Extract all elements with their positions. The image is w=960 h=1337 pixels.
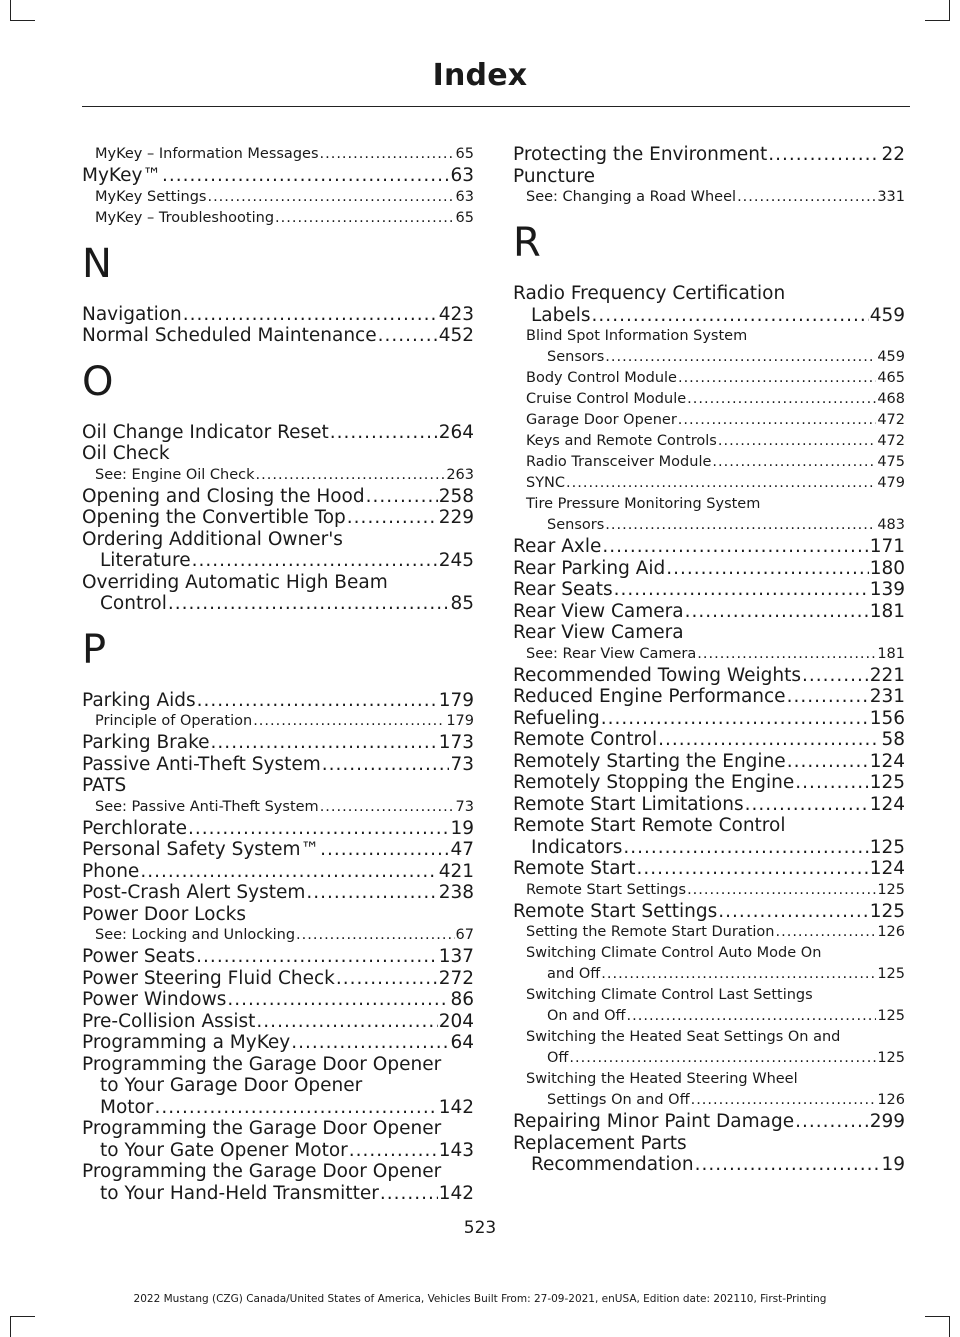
crop-mark-bottom-right [925,1316,950,1337]
page-title: Index [432,58,528,93]
crop-mark-bottom-left [10,1316,35,1337]
index-heading: Oil Check [82,443,170,464]
index-entry: Rear Axle ..... 171 [513,536,905,558]
index-entry: Power Seats ..... 137 [82,946,474,968]
index-entry: Sensors ..... 483 [513,515,905,536]
index-entry: Personal Safety System™ ..... 47 [82,839,474,861]
index-entry: Opening and Closing the Hood ..... 258 [82,486,474,508]
index-entry: Labels ..... 459 [513,305,905,327]
index-entry: On and Off ..... 125 [513,1006,905,1027]
index-entry: See: Rear View Camera ..... 181 [513,644,905,665]
index-entry: Recommendation ..... 19 [513,1154,905,1176]
index-entry: Principle of Operation ..... 179 [82,711,474,732]
index-subheading: Tire Pressure Monitoring System [526,496,761,512]
index-entry: Cruise Control Module ..... 468 [513,389,905,410]
index-entry: Repairing Minor Paint Damage ..... 299 [513,1111,905,1133]
index-entry: MyKey Settings ..... 63 [82,187,474,208]
index-entry: Remotely Stopping the Engine ..... 125 [513,772,905,794]
footer-edition-text: 2022 Mustang (CZG) Canada/United States of America, Vehicles Built From: 27-09-2021, enUSA, Edition date: 202110, First-Printing [133,1293,827,1305]
index-entry: Perchlorate ..... 19 [82,818,474,840]
index-entry: MyKey™ ..... 63 [82,165,474,187]
index-entry: Power Windows ..... 86 [82,989,474,1011]
index-entry: Setting the Remote Start Duration ..... 126 [513,922,905,943]
index-heading: Programming the Garage Door Opener [82,1161,442,1182]
index-heading: Power Door Locks [82,903,247,925]
index-entry: Keys and Remote Controls ..... 472 [513,431,905,452]
index-subheading: Switching Climate Control Last Settings [526,987,813,1003]
index-entry: See: Changing a Road Wheel ..... 331 [513,187,905,208]
index-entry: See: Engine Oil Check ..... 263 [82,465,474,486]
index-entry: Motor ..... 142 [82,1097,474,1119]
index-entry: Sensors ..... 459 [513,347,905,368]
section-letter-p: P [82,626,107,673]
index-entry: Control ..... 85 [82,593,474,615]
index-heading: Radio Frequency Certification [513,283,786,304]
index-entry: Phone ..... 421 [82,861,474,883]
index-entry: MyKey – Information Messages ..... 65 [82,144,474,165]
index-entry: Passive Anti-Theft System ..... 73 [82,754,474,776]
index-entry: Post-Crash Alert System ..... 238 [82,882,474,904]
title-divider [82,106,910,107]
index-subheading: Blind Spot Information System [526,328,748,344]
index-entry: Radio Transceiver Module ..... 475 [513,452,905,473]
index-entry: Literature ..... 245 [82,550,474,572]
index-entry: Parking Aids ..... 179 [82,690,474,712]
index-heading: Overriding Automatic High Beam [82,571,388,593]
index-entry: Rear View Camera ..... 181 [513,601,905,623]
index-entry: Parking Brake ..... 173 [82,732,474,754]
index-subheading: Switching the Heated Seat Settings On and [526,1029,841,1045]
index-entry: to Your Gate Opener Motor ..... 143 [82,1140,474,1162]
index-heading: Programming the Garage Door Opener [82,1118,442,1139]
index-entry: Opening the Convertible Top ..... 229 [82,507,474,529]
crop-mark-top-left [10,0,35,21]
index-entry: Power Steering Fluid Check ..... 272 [82,968,474,990]
index-entry: Pre-Collision Assist ..... 204 [82,1011,474,1033]
index-heading-continued: to Your Garage Door Opener [100,1075,363,1096]
index-entry: Garage Door Opener ..... 472 [513,410,905,431]
index-entry: to Your Hand-Held Transmitter ..... 142 [82,1183,474,1205]
index-entry: Navigation ..... 423 [82,304,474,326]
index-entry: Settings On and Off ..... 126 [513,1090,905,1111]
index-heading: Ordering Additional Owner's [82,528,343,550]
index-entry: and Off ..... 125 [513,964,905,985]
index-column-right [513,144,905,1176]
index-heading: Rear View Camera [513,622,684,643]
index-entry: Rear Seats ..... 139 [513,579,905,601]
index-heading: Replacement Parts [513,1132,687,1154]
index-entry: Oil Change Indicator Reset ..... 264 [82,422,474,444]
index-subheading: Switching Climate Control Auto Mode On [526,945,822,961]
section-letter-r: R [513,220,541,266]
index-entry: Reduced Engine Performance ..... 231 [513,686,905,708]
index-entry: Normal Scheduled Maintenance ..... 452 [82,325,474,347]
index-entry: Remote Start Settings ..... 125 [513,880,905,901]
index-entry: Remote Start Limitations ..... 124 [513,794,905,816]
crop-mark-top-right [925,0,950,21]
index-entry: Remotely Starting the Engine ..... 124 [513,751,905,773]
index-entry: Protecting the Environment ..... 22 [513,144,905,166]
index-column-left [82,144,474,1204]
index-heading: Programming the Garage Door Opener [82,1053,442,1075]
index-entry: Off ..... 125 [513,1048,905,1069]
index-entry: Remote Start ..... 124 [513,858,905,880]
index-entry: See: Passive Anti-Theft System ..... 73 [82,797,474,818]
index-heading: Remote Start Remote Control [513,815,786,836]
index-entry: Body Control Module ..... 465 [513,368,905,389]
index-entry: Remote Control ..... 58 [513,729,905,751]
index-entry: Indicators ..... 125 [513,837,905,859]
index-entry: See: Locking and Unlocking ..... 67 [82,925,474,946]
index-entry: Refueling ..... 156 [513,708,905,730]
index-entry: Rear Parking Aid ..... 180 [513,558,905,580]
section-letter-o: O [82,358,114,405]
index-heading: Puncture [513,165,596,187]
page-number: 523 [463,1218,497,1238]
index-heading: PATS [82,775,127,796]
section-letter-n: N [82,240,112,287]
index-entry: SYNC ..... 479 [513,473,905,494]
index-entry: Programming a MyKey ..... 64 [82,1032,474,1054]
index-subheading: Switching the Heated Steering Wheel [526,1071,798,1087]
index-entry: Remote Start Settings ..... 125 [513,901,905,923]
index-entry: Recommended Towing Weights ..... 221 [513,665,905,687]
index-entry: MyKey – Troubleshooting ..... 65 [82,208,474,229]
